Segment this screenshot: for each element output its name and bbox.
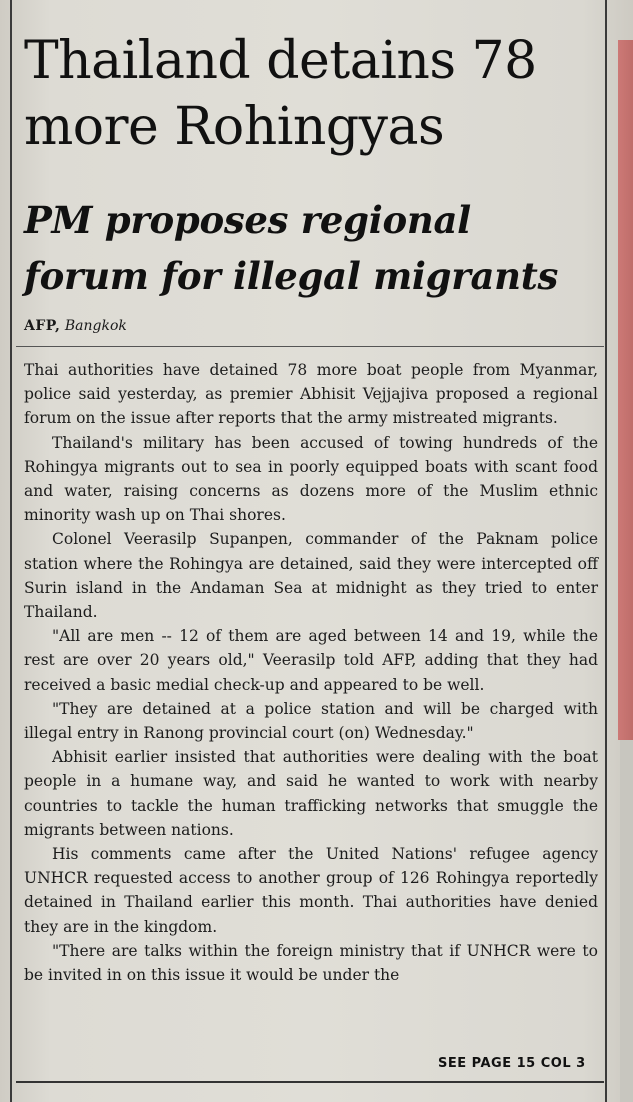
paragraph-3: Colonel Veerasilp Supanpen, commander of the Paknam police station where the Rohingya are detained, said they were intercepted off Surin island in the Andaman Sea at midnight as they tried to enter Thailand. <box>24 530 598 622</box>
paragraph-5: "They are detained at a police station and will be charged with illegal entry in Ranong provincial court (on) Wednesday." <box>24 699 598 743</box>
paragraph-6: Abhisit earlier insisted that authorities were dealing with the boat people in a humane way, and said he wanted to work with nearby countries to tackle the human trafficking networks that smuggle the migrants between nations. <box>24 748 598 839</box>
byline-source: AFP, <box>24 318 61 334</box>
paragraph-2: Thailand's military has been accused of towing hundreds of the Rohingya migrants out to sea in poorly equipped boats with scant food and water, raising concerns as dozens more of the Muslim ethnic minority wash up on Thai shores. <box>24 433 598 525</box>
byline-location: Bangkok <box>64 318 127 334</box>
byline <box>24 318 127 334</box>
column-rule-left <box>10 0 12 1102</box>
continued-jump-line: SEE PAGE 15 COL 3 <box>438 1056 586 1071</box>
bottom-divider <box>16 1081 604 1083</box>
paragraph-8: "There are talks within the foreign ministry that if UNHCR were to be invited in on this issue it would be under the <box>24 941 598 985</box>
adjacent-page-edge-lower <box>620 740 633 1102</box>
subheadline: PM proposes regional forum for illegal migrants <box>24 198 559 298</box>
paragraph-4: "All are men -- 12 of them are aged between 14 and 19, while the rest are over 20 years old," Veerasilp told AFP, adding that they had received a basic medial check-up and appeared to be well. <box>24 627 598 694</box>
article-body <box>24 358 598 987</box>
paragraph-1: Thai authorities have detained 78 more boat people from Myanmar, police said yesterday, as premier Abhisit Vejjajiva proposed a regional forum on the issue after reports that the army mistreated migrants. <box>24 361 598 428</box>
column-rule-right <box>605 0 607 1102</box>
adjacent-page-edge <box>618 40 633 740</box>
paragraph-7: His comments came after the United Nations' refugee agency UNHCR requested access to another group of 126 Rohingya reportedly detained in Thailand earlier this month. Thai authorities have denied they are in the kingdom. <box>24 845 598 936</box>
byline-divider <box>16 346 604 347</box>
headline: Thailand detains 78 more Rohingyas <box>24 31 537 157</box>
